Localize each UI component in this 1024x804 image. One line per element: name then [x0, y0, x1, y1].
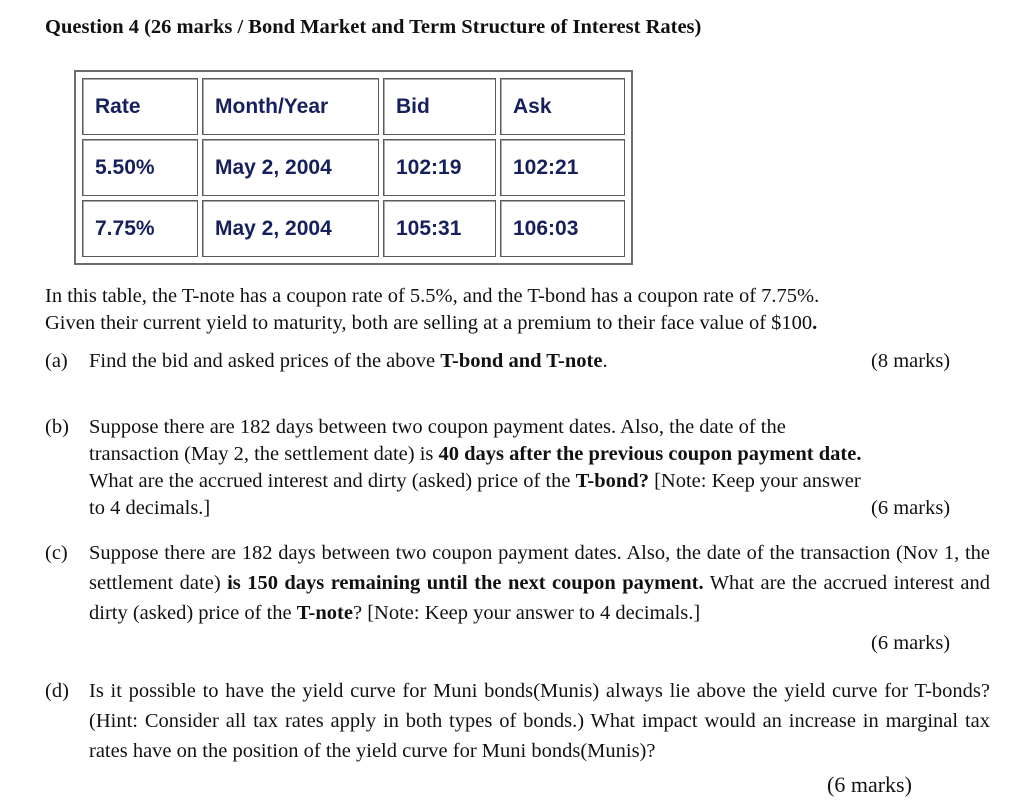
part-c-text	[89, 538, 990, 654]
intro-line-2	[45, 310, 1005, 337]
intro-line-2-bold: .	[812, 312, 818, 334]
header-bid: Bid	[383, 78, 496, 135]
part-d-text: Is it possible to have the yield curve for Muni bonds(Munis) always lie above the yield curve for T-bonds? (Hint: Consider all tax rates apply in both types of bonds.) What impact would an increase in marginal tax rates have on the position of the yield curve for Muni bonds(Munis)?	[89, 680, 990, 762]
part-a-label: (a)	[45, 350, 68, 372]
question-heading: Question 4 (26 marks / Bond Market and Term Structure of Interest Rates)	[45, 16, 702, 38]
part-c-bold-2: T-note	[296, 602, 353, 624]
cell-bid: 102:19	[383, 139, 496, 196]
table-row	[82, 200, 625, 257]
cell-month-year: May 2, 2004	[202, 200, 379, 257]
part-a-text-end: .	[602, 350, 608, 372]
cell-rate: 5.50%	[82, 139, 198, 196]
part-b-line-2-text: transaction (May 2, the settlement date) is	[89, 443, 439, 465]
part-b-line-1: Suppose there are 182 days between two coupon payment dates. Also, the date of the	[89, 416, 786, 438]
part-c-text-3: ? [Note: Keep your answer to 4 decimals.]	[352, 602, 701, 624]
table-header-row	[82, 78, 625, 135]
part-a-text-bold: T-bond and T-note	[440, 350, 603, 372]
part-b-line-2-bold: 40 days after the previous coupon payment date.	[438, 443, 862, 465]
part-c-label: (c)	[45, 542, 68, 564]
cell-ask: 106:03	[500, 200, 625, 257]
bond-quote-table	[74, 70, 633, 265]
part-a-text-plain: Find the bid and asked prices of the above	[89, 350, 441, 372]
cell-ask: 102:21	[500, 139, 625, 196]
part-c-marks: (6 marks)	[871, 632, 951, 654]
part-c-text-1: Suppose there are 182 days between two coupon payment dates. Also, the date of the transaction (Nov 1, the settlement date)	[89, 542, 990, 594]
header-ask: Ask	[500, 78, 625, 135]
part-a-marks: (8 marks)	[871, 350, 951, 372]
part-b-line-3-end: [Note: Keep your answer	[648, 470, 861, 492]
part-b-line-4-text: to 4 decimals.]	[89, 497, 211, 519]
header-rate: Rate	[82, 78, 198, 135]
cell-bid: 105:31	[383, 200, 496, 257]
part-b-line-3-text: What are the accrued interest and dirty (asked) price of the	[89, 470, 576, 492]
part-c-body	[89, 538, 990, 628]
part-d-label: (d)	[45, 680, 69, 702]
part-d-marks: (6 marks)	[827, 772, 912, 797]
intro-line-2-text: Given their current yield to maturity, both are selling at a premium to their face value of $100	[45, 312, 813, 334]
part-b-marks: (6 marks)	[871, 497, 951, 519]
part-b-line-2	[89, 441, 990, 468]
cell-month-year: May 2, 2004	[202, 139, 379, 196]
part-b-line-3-bold: T-bond?	[575, 470, 649, 492]
part-b-line-3	[89, 468, 990, 495]
table-row	[82, 139, 625, 196]
part-b-text	[89, 414, 990, 522]
intro-paragraph	[45, 283, 1005, 337]
part-c-bold-1: is 150 days remaining until the next coupon payment.	[227, 572, 704, 594]
cell-rate: 7.75%	[82, 200, 198, 257]
part-c-text-2: What are the accrued interest and dirty (asked) price of the	[89, 572, 990, 624]
header-month-year: Month/Year	[202, 78, 379, 135]
part-b-line-4	[89, 495, 990, 522]
part-a-text	[89, 348, 990, 375]
intro-line-1: In this table, the T-note has a coupon rate of 5.5%, and the T-bond has a coupon rate of 7.75%.	[45, 285, 820, 307]
part-b-label: (b)	[45, 416, 69, 438]
